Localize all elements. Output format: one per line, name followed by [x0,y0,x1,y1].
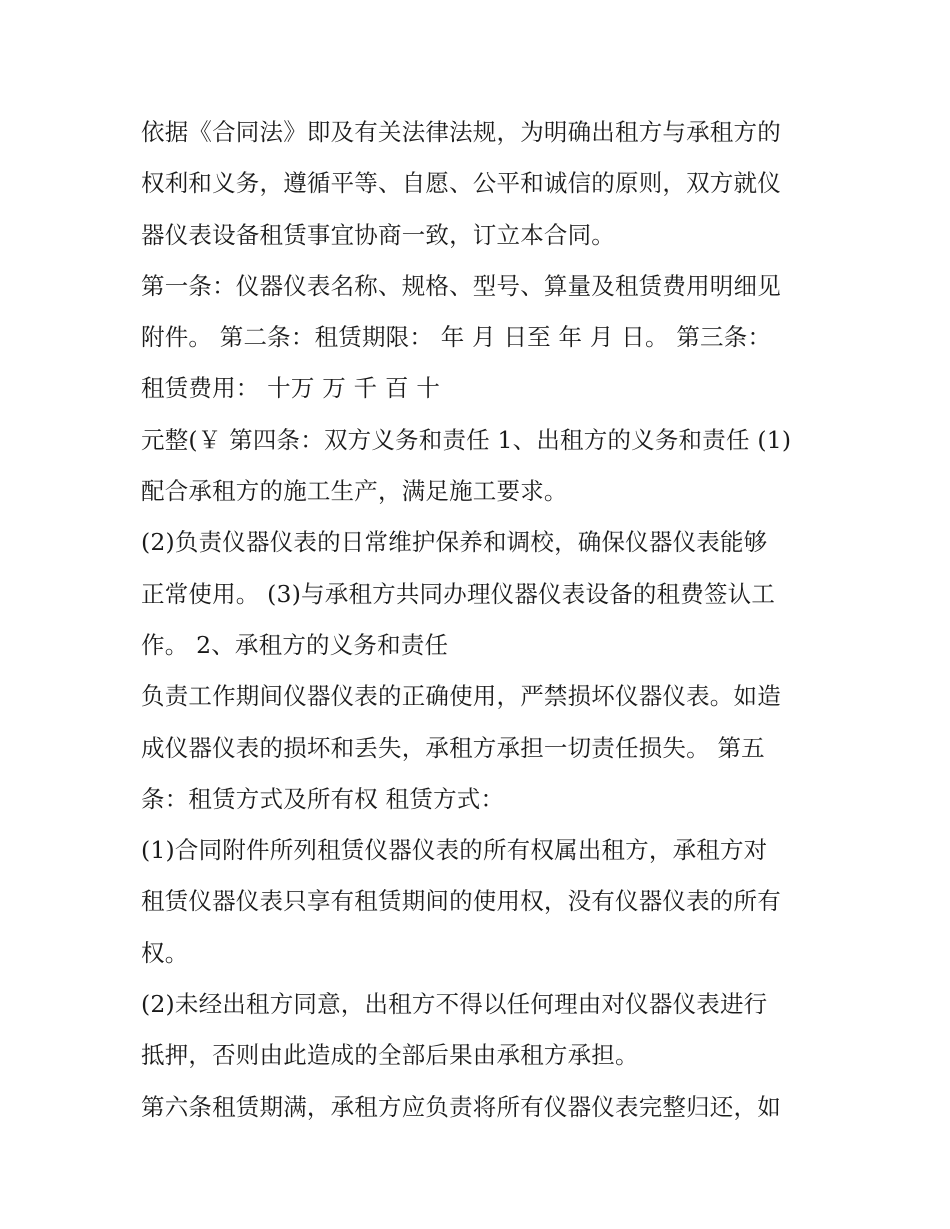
text-line: 第一条：仪器仪表名称、规格、型号、算量及租赁费用明细见 [141,271,781,300]
text-line: 成仪器仪表的损坏和丢失，承租方承担一切责任损失。 第五 [141,733,765,762]
text-line: 器仪表设备租赁事宜协商一致，订立本合同。 [141,220,615,249]
text-line: 元整(￥ 第四条：双方义务和责任 1、出租方的义务和责任 (1) [141,425,792,454]
text-line: 负责工作期间仪器仪表的正确使用，严禁损坏仪器仪表。如造 [141,682,781,711]
text-line: 租赁仪器仪表只享有租赁期间的使用权，没有仪器仪表的所有 [141,887,781,916]
text-line: 权利和义务，遵循平等、自愿、公平和诚信的原则，双方就仪 [141,169,781,198]
text-line: 正常使用。 (3)与承租方共同办理仪器仪表设备的租费签认工 [141,579,776,608]
text-line: 租赁费用： 十万 万 千 百 十 [141,374,441,403]
text-line: 权。 [141,938,189,967]
text-line: 作。 2、承租方的义务和责任 [141,630,449,659]
text-line: 抵押，否则由此造成的全部后果由承租方承担。 [141,1041,639,1070]
text-line: (1)合同附件所列租赁仪器仪表的所有权属出租方，承租方对 [141,836,768,865]
text-line: (2)负责仪器仪表的日常维护保养和调校，确保仪器仪表能够 [141,528,768,557]
text-line: 第六条租赁期满，承租方应负责将所有仪器仪表完整归还，如 [141,1092,781,1121]
text-line: 附件。 第二条：租赁期限： 年 月 日至 年 月 日。 第三条： [141,323,772,352]
contract-body [141,107,821,1133]
text-line: 配合承租方的施工生产，满足施工要求。 [141,477,568,506]
text-line: 条：租赁方式及所有权 租赁方式： [141,784,505,813]
text-line: 依据《合同法》即及有关法律法规，为明确出租方与承租方的 [141,118,781,146]
text-line: (2)未经出租方同意，出租方不得以任何理由对仪器仪表进行 [141,990,768,1019]
